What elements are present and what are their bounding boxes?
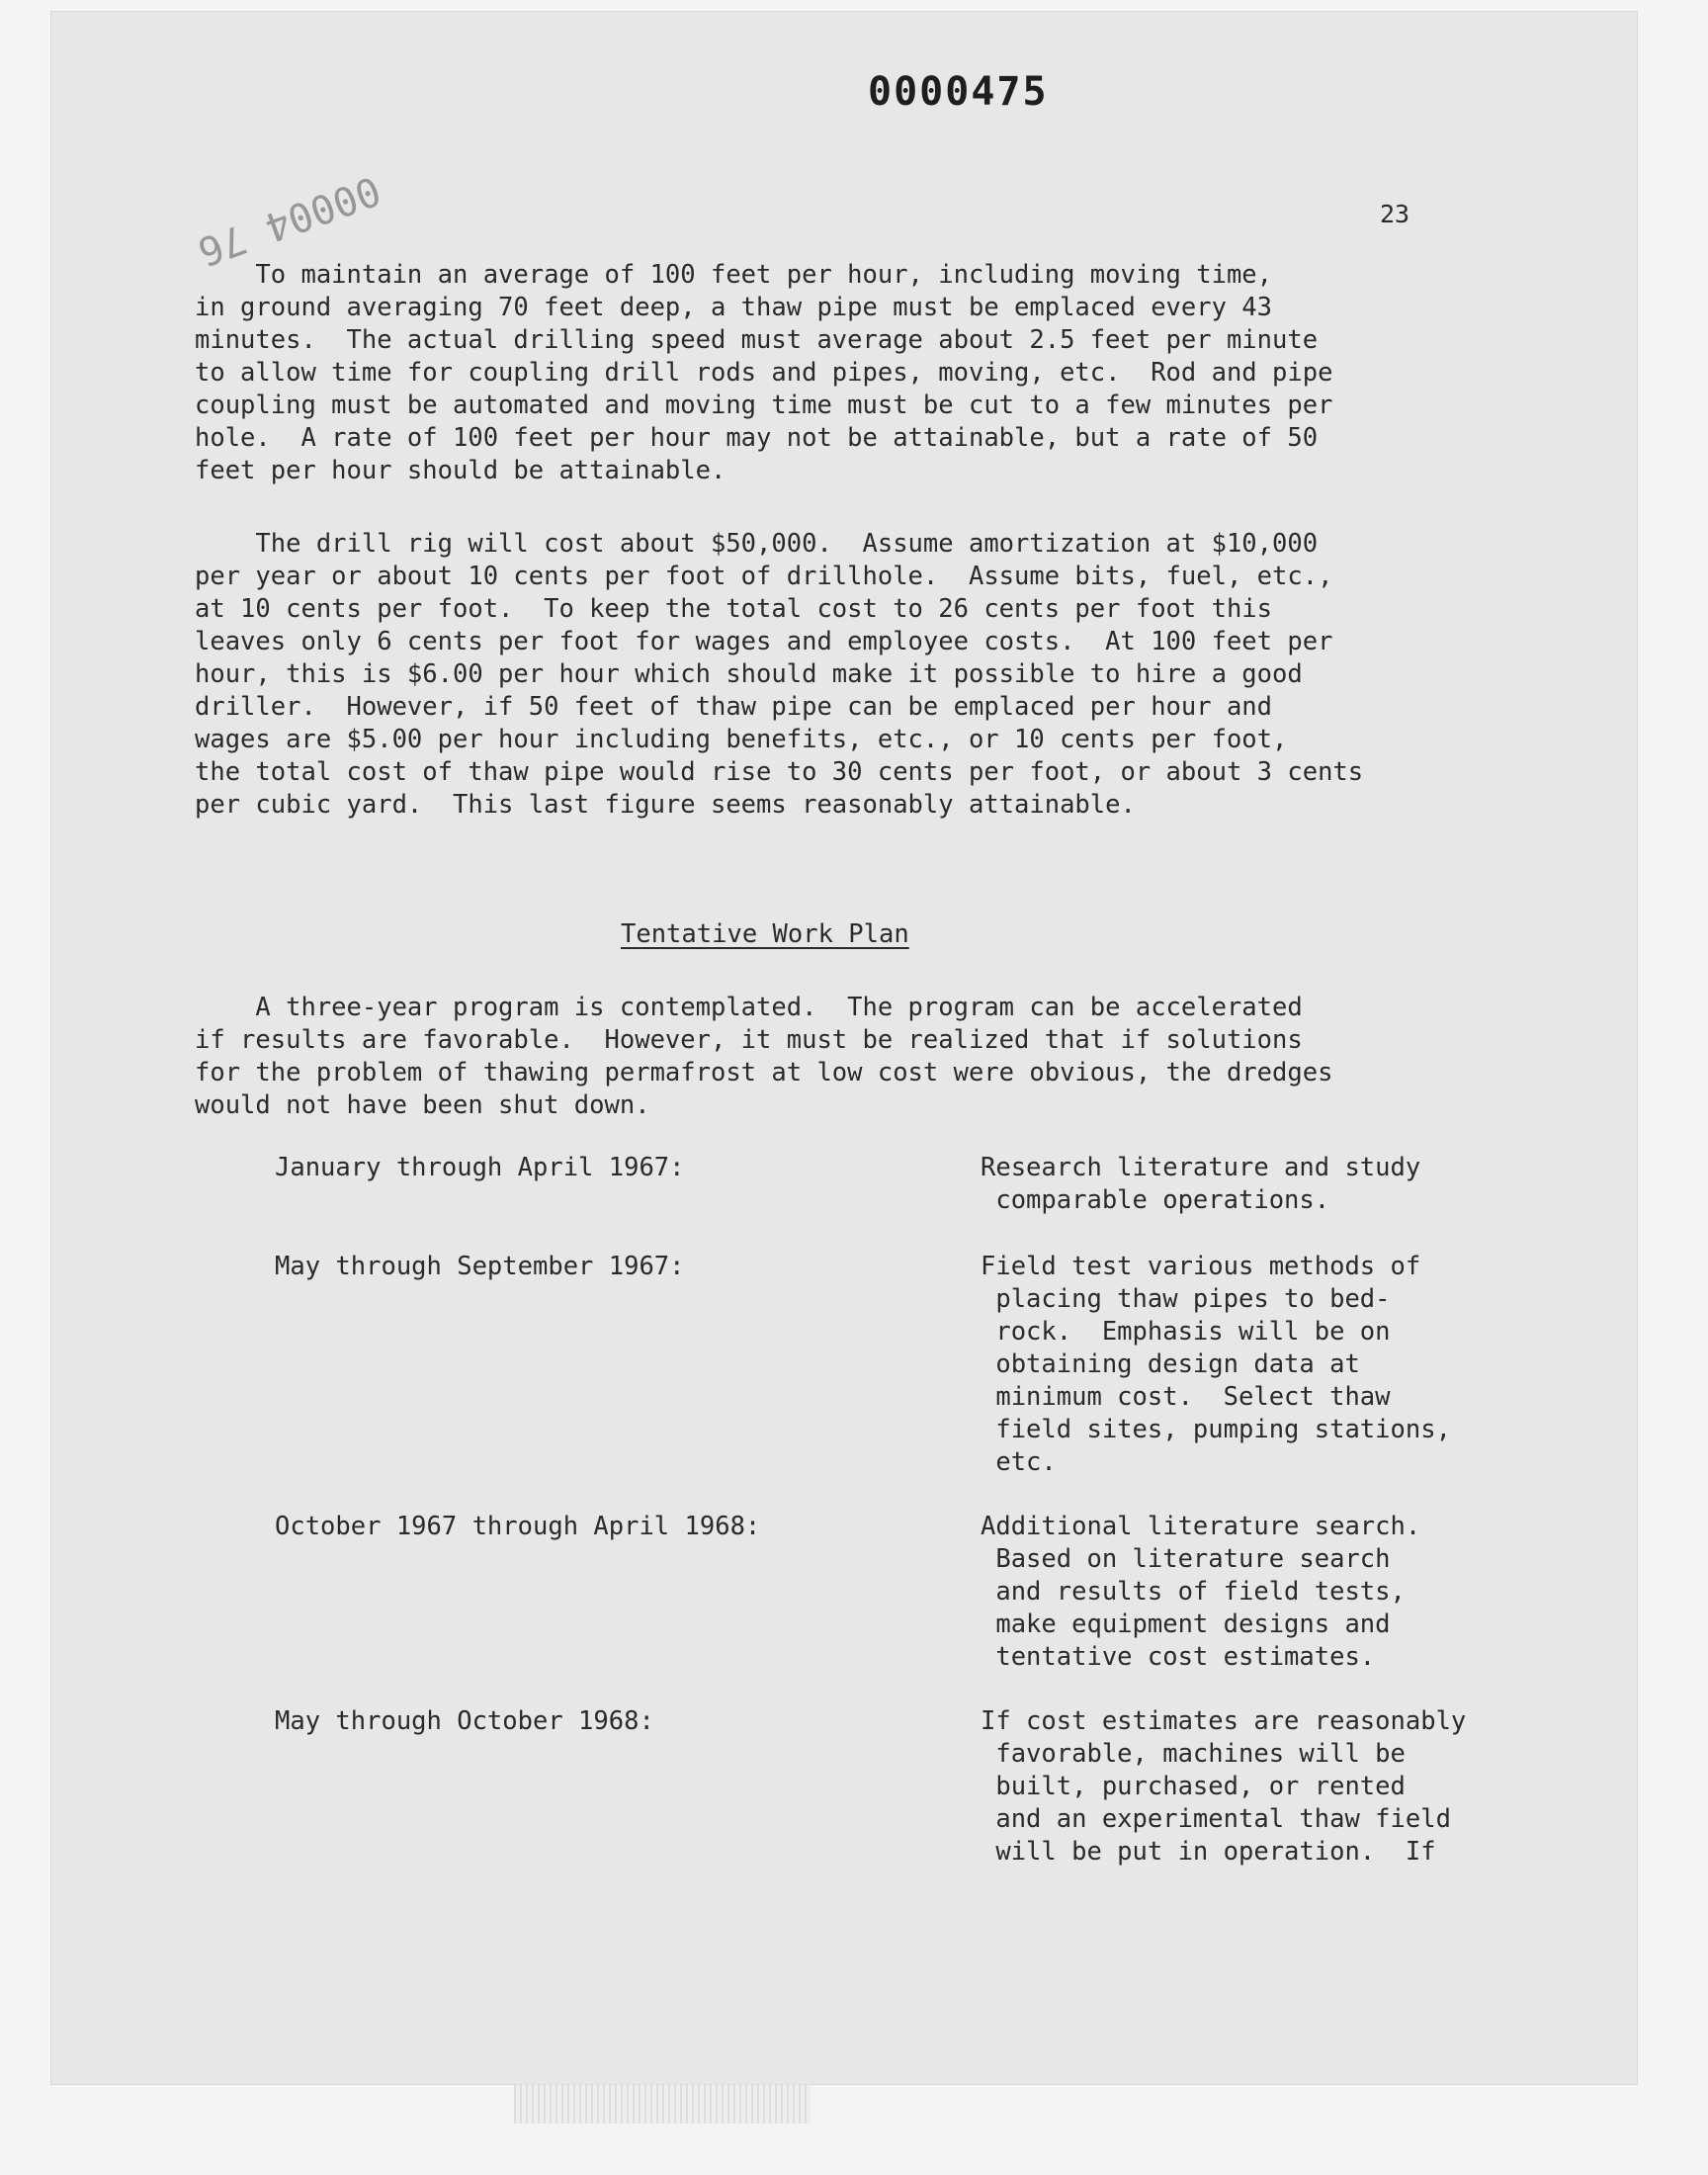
page-number: 23 — [1380, 200, 1410, 228]
plan-description: Additional literature search. Based on literature search and results of field tests, make equipment designs and tentative cost estimates. — [981, 1512, 1421, 1672]
plan-description: Research literature and study comparable operations. — [981, 1153, 1421, 1215]
paragraph-thaw-pipe-rate: To maintain an average of 100 feet per hour, including moving time, in ground averaging 70 feet deep, a thaw pipe must be emplaced every 43 minutes. The actual drilling speed must average about 2.5 feet per minute to allow time for coupling drill rods and pipes, moving, etc. Rod and pipe coupling must be automated and moving time must be cut to a few minutes per hole. A rate of 100 feet per hour may not be attainable, but a rate of 50 feet per hour should be attainable. — [195, 260, 1333, 485]
plan-description: Field test various methods of placing thaw pipes to bed- rock. Emphasis will be on obtaining design data at minimum cost. Select thaw field sites, pumping stations, etc. — [981, 1252, 1451, 1477]
rotated-stamp-number: 00004 76 — [191, 166, 386, 275]
paragraph-program-overview: A three-year program is contemplated. The program can be accelerated if results are favorable. However, it must be realized that if solutions for the problem of thawing permafrost at low cost were obvious, the dredges would not have been shut down. — [195, 993, 1333, 1120]
plan-period: October 1967 through April 1968: — [275, 1512, 761, 1541]
section-heading: Tentative Work Plan — [621, 919, 909, 949]
plan-period: January through April 1967: — [275, 1153, 685, 1182]
paragraph-drill-rig-cost: The drill rig will cost about $50,000. Assume amortization at $10,000 per year or about 10 cents per foot of drillhole. Assume bits, fuel, etc., at 10 cents per foot. To keep the total cost to 26 cents per foot this leaves only 6 cents per foot for wages and employee costs. At 100 feet per hour, this is $6.00 per hour which should make it possible to hire a good driller. However, if 50 feet of thaw pipe can be emplaced per hour and wages are $5.00 per hour including benefits, etc., or 10 cents per foot, the total cost of thaw pipe would rise to 30 cents per foot, or about 3 cents per cubic yard. This last figure seems reasonably attainable. — [195, 529, 1364, 820]
plan-description: If cost estimates are reasonably favorable, machines will be built, purchased, or rented and an experimental thaw field will be put in operation. If — [981, 1706, 1467, 1867]
plan-period: May through September 1967: — [275, 1252, 685, 1281]
plan-period: May through October 1968: — [275, 1706, 654, 1736]
scan-artifact — [514, 2084, 811, 2124]
document-stamp-number: 0000475 — [868, 69, 1049, 115]
